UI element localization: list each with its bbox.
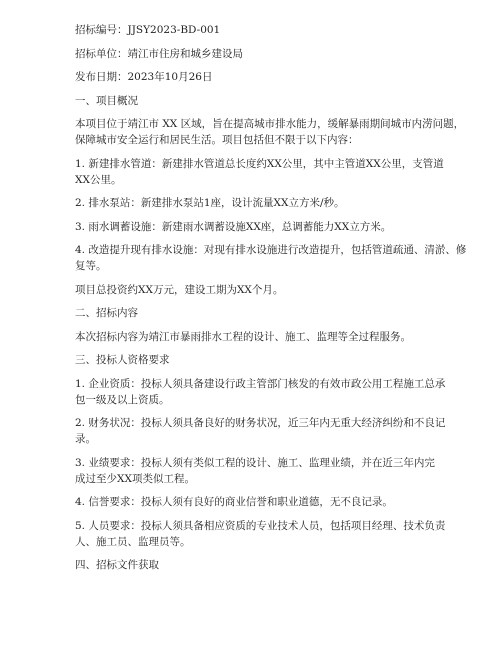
bid-unit: 招标单位：靖江市住房和城乡建设局 bbox=[75, 47, 243, 60]
qualification-item-2: 2. 财务状况：投标人须具备良好的财务状况，近三年内无重大经济纠纷和不良记 录。 bbox=[75, 417, 446, 445]
overview-item-3: 3. 雨水调蓄设施：新建雨水调蓄设施XX座，总调蓄能力XX立方米。 bbox=[75, 220, 392, 233]
overview-intro: 本项目位于靖江市 XX 区域，旨在提高城市排水能力，缓解暴雨期间城市内涝问题，保障城市安全运行和居民生活。项目包括但不限于以下内容： bbox=[75, 118, 465, 146]
section-heading-overview: 一、项目概况 bbox=[75, 94, 138, 107]
document-page bbox=[75, 22, 467, 581]
bid-number: 招标编号：JJSY2023-BD-001 bbox=[75, 24, 221, 36]
qualification-item-5: 5. 人员要求：投标人须具备相应资质的专业技术人员，包括项目经理、技术负责 人、施工员、监理员等。 bbox=[75, 519, 446, 548]
overview-summary: 项目总投资约XX万元，建设工期为XX个月。 bbox=[75, 283, 284, 296]
overview-item-4: 4. 改造提升现有排水设施：对现有排水设施进行改造提升，包括管道疏通、清淤、修复等。 bbox=[75, 244, 467, 272]
qualification-item-3: 3. 业绩要求：投标人须有类似工程的设计、施工、监理业绩，并在近三年内完 成过至少XX项类似工程。 bbox=[75, 456, 435, 485]
section-heading-qualification: 三、投标人资格要求 bbox=[75, 354, 170, 366]
publish-date: 发布日期：2023年10月26日 bbox=[75, 71, 213, 83]
section-heading-documents: 四、招标文件获取 bbox=[75, 559, 159, 571]
overview-item-2: 2. 排水泵站：新建排水泵站1座，设计流量XX立方米/秒。 bbox=[75, 197, 345, 209]
qualification-item-1: 1. 企业资质：投标人须具备建设行政主管部门核发的有效市政公用工程施工总承 包一级及以上资质。 bbox=[75, 377, 446, 406]
section-heading-content: 二、招标内容 bbox=[75, 307, 138, 319]
overview-item-1: 1. 新建排水管道：新建排水管道总长度约XX公里，其中主管道XX公里，支管道 XX公里。 bbox=[75, 157, 444, 186]
qualification-item-4: 4. 信誉要求：投标人须有良好的商业信誉和职业道德，无不良记录。 bbox=[75, 496, 393, 508]
content-body: 本次招标内容为靖江市暴雨排水工程的设计、施工、监理等全过程服务。 bbox=[75, 330, 411, 343]
